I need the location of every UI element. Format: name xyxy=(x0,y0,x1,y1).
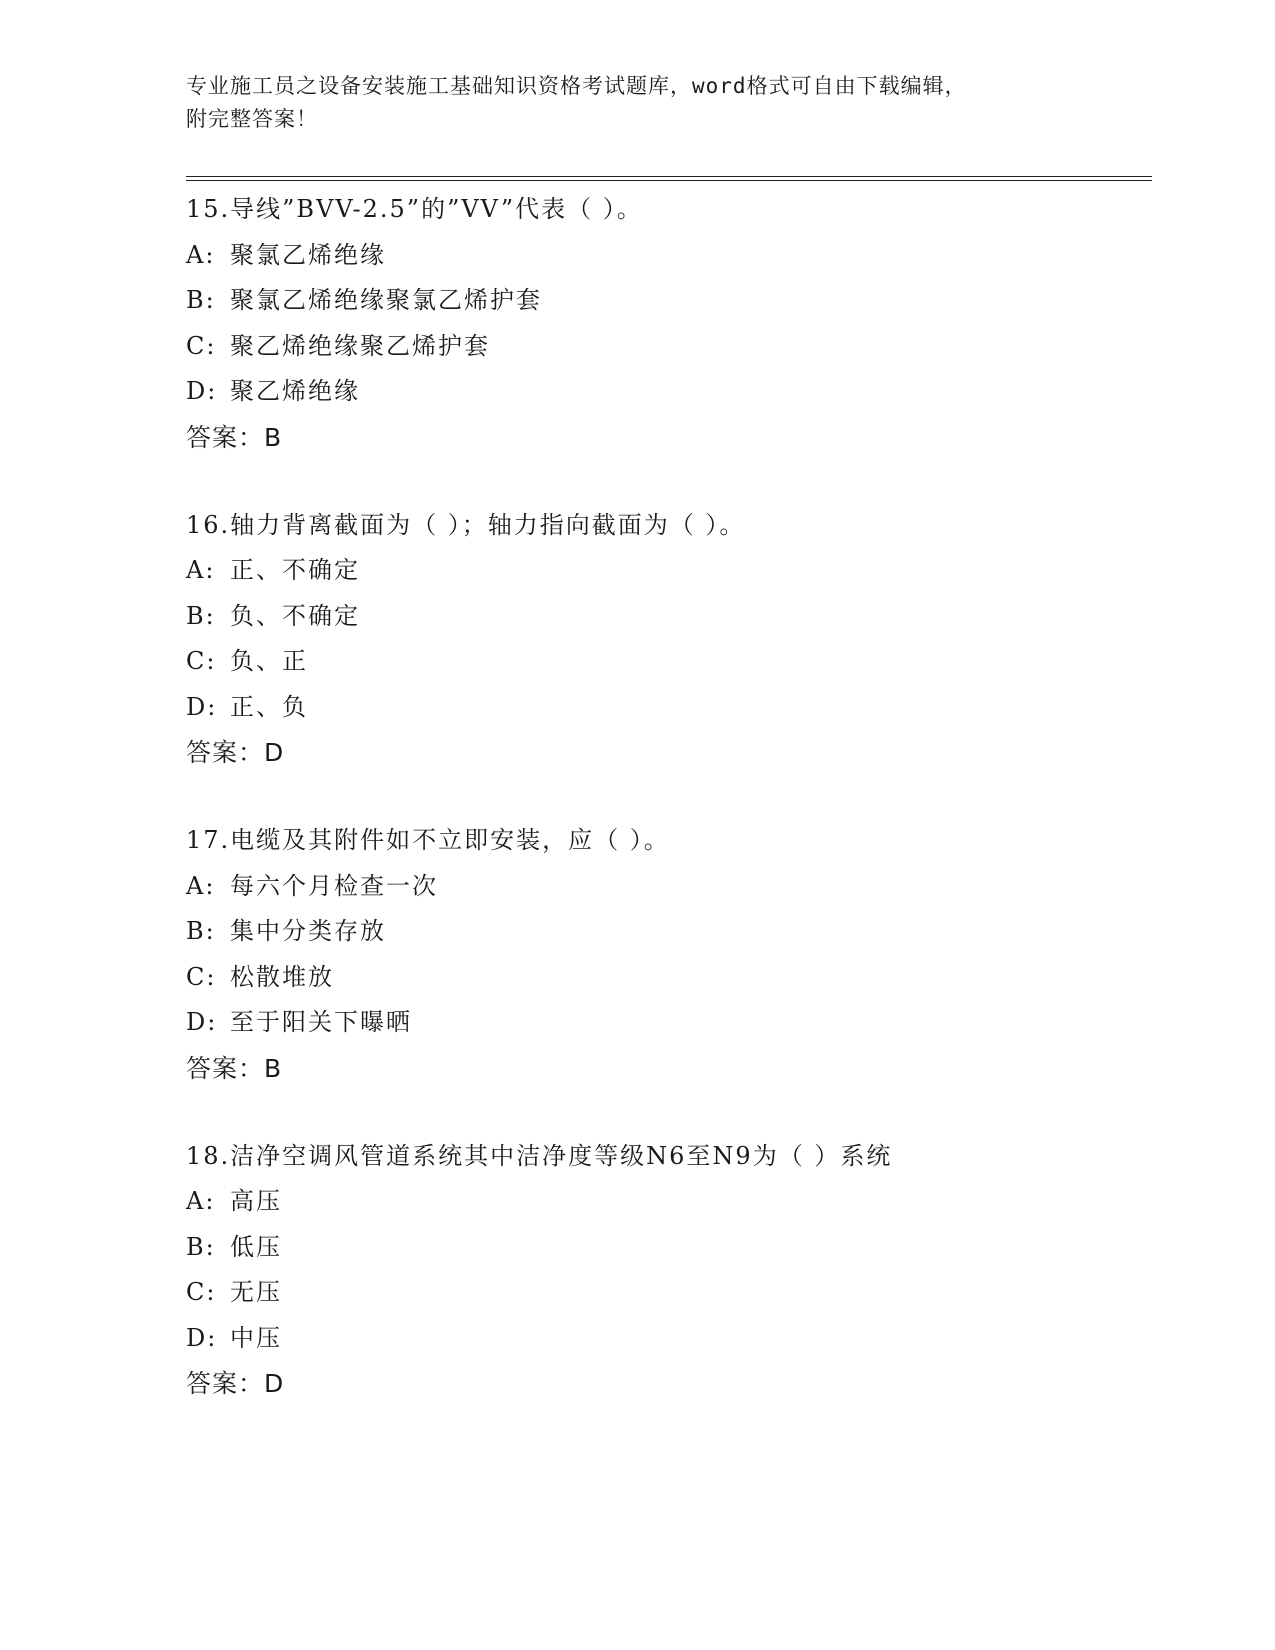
question-list xyxy=(186,187,1152,1406)
option-text: 每六个月检查一次 xyxy=(230,871,438,900)
option-text: 至于阳关下曝晒 xyxy=(230,1008,412,1036)
answer-line: 答案：D xyxy=(186,738,285,767)
option-a xyxy=(186,233,1152,279)
answer-line: 答案：B xyxy=(186,422,283,452)
option-letter: A: xyxy=(186,556,216,584)
option-text: 负、不确定 xyxy=(230,601,360,630)
option-a xyxy=(186,864,1152,910)
option-text: 中压 xyxy=(230,1323,282,1352)
option-d xyxy=(186,369,1152,415)
option-letter: A: xyxy=(186,240,216,269)
option-d xyxy=(186,1000,1152,1046)
option-text: 正、负 xyxy=(230,692,308,721)
option-letter: C: xyxy=(186,647,217,675)
option-c xyxy=(186,639,1152,685)
option-c xyxy=(186,324,1152,370)
option-d xyxy=(186,1316,1152,1362)
question-15 xyxy=(186,187,1152,460)
option-c xyxy=(186,955,1152,1001)
option-letter: C: xyxy=(186,962,217,991)
option-text: 聚乙烯绝缘 xyxy=(230,377,360,405)
question-stem: 15.导线”BVV-2.5”的”VV”代表（ ）。 xyxy=(186,195,643,223)
option-letter: D: xyxy=(186,692,218,721)
option-text: 聚氯乙烯绝缘聚氯乙烯护套 xyxy=(230,286,542,314)
option-letter: B: xyxy=(186,286,216,314)
option-letter: A: xyxy=(186,871,216,900)
option-a xyxy=(186,548,1152,594)
option-text: 聚乙烯绝缘聚乙烯护套 xyxy=(230,331,490,360)
option-letter: B: xyxy=(186,917,216,945)
option-text: 负、正 xyxy=(230,647,308,675)
question-stem: 18.洁净空调风管道系统其中洁净度等级N6至N9为（ ）系统 xyxy=(186,1141,893,1170)
question-stem: 17.电缆及其附件如不立即安装，应（ ）。 xyxy=(186,826,670,854)
option-letter: D: xyxy=(186,1323,218,1352)
option-text: 聚氯乙烯绝缘 xyxy=(230,240,386,269)
option-d xyxy=(186,685,1152,731)
option-a xyxy=(186,1179,1152,1225)
option-text: 高压 xyxy=(230,1187,282,1215)
option-text: 低压 xyxy=(230,1232,282,1261)
option-text: 正、不确定 xyxy=(230,556,360,584)
header-divider xyxy=(186,176,1152,181)
option-b xyxy=(186,278,1152,324)
option-letter: C: xyxy=(186,331,217,360)
question-stem: 16.轴力背离截面为（ ）；轴力指向截面为（ ）。 xyxy=(186,510,746,539)
answer-line: 答案：B xyxy=(186,1053,283,1083)
answer-line: 答案：D xyxy=(186,1369,285,1398)
option-text: 无压 xyxy=(230,1278,282,1306)
option-letter: D: xyxy=(186,1008,218,1036)
option-letter: D: xyxy=(186,377,218,405)
option-letter: C: xyxy=(186,1278,217,1306)
option-text: 松散堆放 xyxy=(230,962,334,991)
document-header xyxy=(186,70,1152,136)
question-16 xyxy=(186,503,1152,776)
option-letter: B: xyxy=(186,601,216,630)
option-text: 集中分类存放 xyxy=(230,917,386,945)
question-17 xyxy=(186,818,1152,1091)
option-b xyxy=(186,594,1152,640)
option-letter: B: xyxy=(186,1232,216,1261)
document-page xyxy=(186,70,1152,1449)
header-line-2: 附完整答案！ xyxy=(186,107,318,131)
header-line-1: 专业施工员之设备安装施工基础知识资格考试题库，word格式可自由下载编辑， xyxy=(186,74,967,98)
option-b xyxy=(186,909,1152,955)
option-letter: A: xyxy=(186,1187,216,1215)
option-b xyxy=(186,1225,1152,1271)
question-18 xyxy=(186,1134,1152,1407)
option-c xyxy=(186,1270,1152,1316)
